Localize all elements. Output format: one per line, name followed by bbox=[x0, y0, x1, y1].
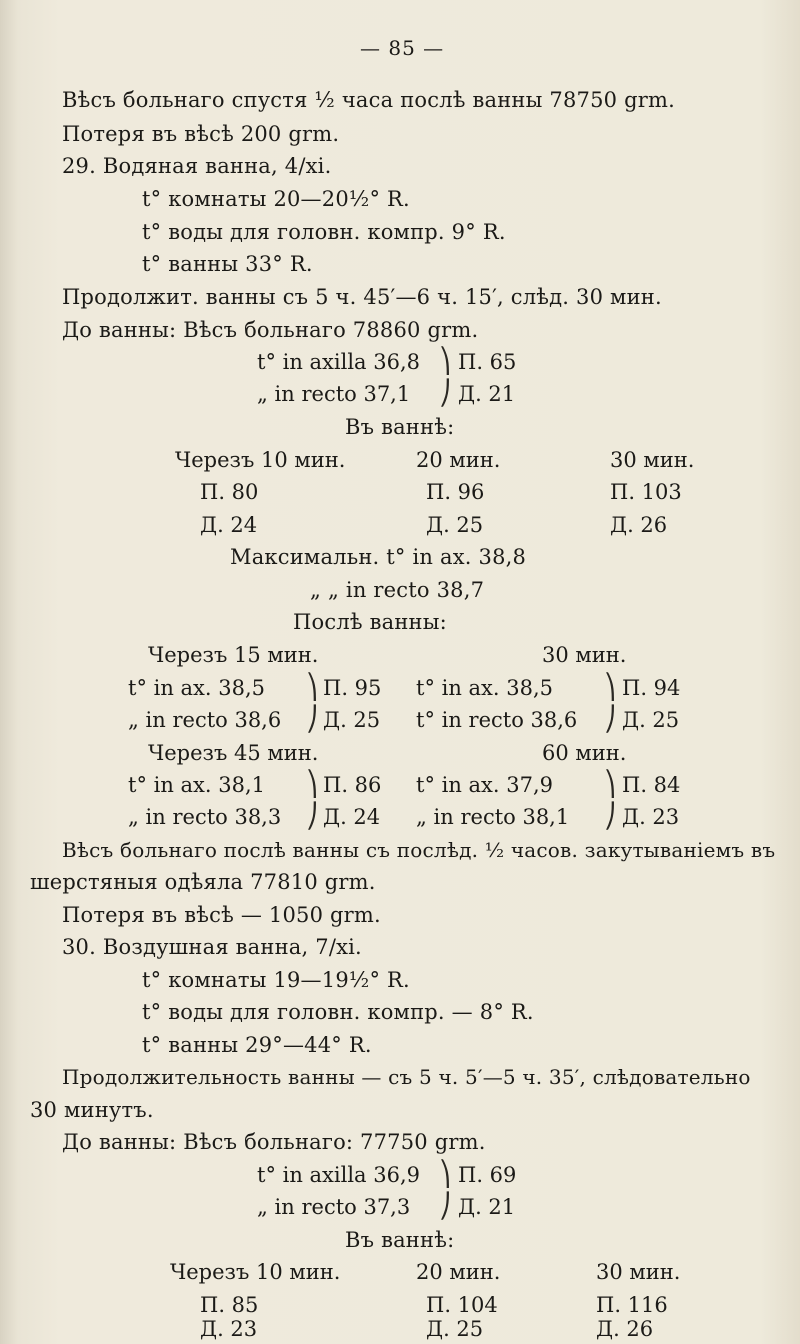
col-header-45: Черезъ 45 мин. bbox=[148, 741, 319, 765]
weight-before-line: До ванны: Вѣсъ больнаго 78860 grm. bbox=[62, 318, 479, 342]
axilla-temp: t° in axilla 36,8 bbox=[257, 350, 420, 374]
temp-recto-45: „ in recto 38,3 bbox=[128, 805, 282, 829]
bath-temp-line-2: t° ванны 29°—44° R. bbox=[142, 1033, 372, 1057]
compress-temp-line: t° воды для головн. компр. 9° R. bbox=[142, 220, 506, 244]
pulse-10: П. 80 bbox=[200, 480, 259, 504]
case-heading-29: 29. Водяная ванна, 4/xi. bbox=[62, 154, 332, 178]
col-header-10: Черезъ 10 мин. bbox=[175, 448, 346, 472]
pulse2-20: П. 104 bbox=[426, 1293, 498, 1317]
pulse-value-2: П. 69 bbox=[458, 1163, 517, 1187]
respiration-value-2: Д. 21 bbox=[458, 1195, 516, 1219]
max-temp-axilla: Максимальн. t° in ax. 38,8 bbox=[230, 545, 527, 569]
max-temp-recto: „ „ in recto 38,7 bbox=[310, 578, 485, 602]
resp-60: Д. 23 bbox=[622, 805, 680, 829]
temp-recto-60: „ in recto 38,1 bbox=[416, 805, 570, 829]
in-bath-heading-2: Въ ваннѣ: bbox=[345, 1228, 455, 1252]
brace-mark: ⎞ bbox=[604, 673, 616, 701]
pulse-30-after: П. 94 bbox=[622, 676, 681, 700]
weight-loss-line: Потеря въ вѣсѣ — 1050 grm. bbox=[62, 903, 381, 927]
duration-line-2: Продолжительность ванны — съ 5 ч. 5′—5 ч. 35′, слѣдовательно bbox=[62, 1065, 751, 1089]
room-temp-line: t° комнаты 20—20½° R. bbox=[142, 187, 410, 211]
brace-mark: ⎠ bbox=[604, 705, 616, 733]
weight-after-wrapping: Вѣсъ больнаго послѣ ванны съ послѣд. ½ часов. закутываніемъ въ bbox=[62, 838, 776, 862]
col-header-30-after: 30 мин. bbox=[542, 643, 627, 667]
pulse-15: П. 95 bbox=[323, 676, 382, 700]
resp2-20: Д. 25 bbox=[426, 1317, 484, 1341]
temp-ax-15: t° in ax. 38,5 bbox=[128, 676, 266, 700]
axilla-temp-2: t° in axilla 36,9 bbox=[257, 1163, 420, 1187]
room-temp-line-2: t° комнаты 19—19½° R. bbox=[142, 968, 410, 992]
recto-temp-2: „ in recto 37,3 bbox=[257, 1195, 411, 1219]
resp-45: Д. 24 bbox=[323, 805, 381, 829]
col-header-60: 60 мин. bbox=[542, 741, 627, 765]
text-line-weight-loss: Потеря въ вѣсѣ 200 grm. bbox=[62, 122, 340, 146]
temp-ax-30: t° in ax. 38,5 bbox=[416, 676, 554, 700]
brace-mark: ⎠ bbox=[306, 802, 318, 830]
brace-mark: ⎞ bbox=[439, 1160, 451, 1188]
pulse-45: П. 86 bbox=[323, 773, 382, 797]
pulse-60: П. 84 bbox=[622, 773, 681, 797]
after-bath-heading: Послѣ ванны: bbox=[293, 610, 447, 634]
brace-mark: ⎠ bbox=[306, 705, 318, 733]
pulse-30: П. 103 bbox=[610, 480, 682, 504]
pulse2-10: П. 85 bbox=[200, 1293, 259, 1317]
brace-mark: ⎠ bbox=[604, 802, 616, 830]
brace-mark: ⎠ bbox=[439, 379, 451, 407]
pulse2-30: П. 116 bbox=[596, 1293, 668, 1317]
temp-recto-15: „ in recto 38,6 bbox=[128, 708, 282, 732]
brace-mark: ⎠ bbox=[439, 1192, 451, 1220]
duration-minutes: 30 минутъ. bbox=[30, 1098, 154, 1122]
col2-header-20: 20 мин. bbox=[416, 1260, 501, 1284]
resp-30-after: Д. 25 bbox=[622, 708, 680, 732]
resp-20: Д. 25 bbox=[426, 513, 484, 537]
resp-30: Д. 26 bbox=[610, 513, 668, 537]
brace-mark: ⎞ bbox=[604, 770, 616, 798]
pulse-20: П. 96 bbox=[426, 480, 485, 504]
col-header-20: 20 мин. bbox=[416, 448, 501, 472]
weight-before-line-2: До ванны: Вѣсъ больнаго: 77750 grm. bbox=[62, 1130, 486, 1154]
duration-line: Продолжит. ванны съ 5 ч. 45′—6 ч. 15′, слѣд. 30 мин. bbox=[62, 285, 662, 309]
col-header-15: Черезъ 15 мин. bbox=[148, 643, 319, 667]
brace-mark: ⎞ bbox=[439, 347, 451, 375]
compress-temp-line-2: t° воды для головн. компр. — 8° R. bbox=[142, 1000, 534, 1024]
brace-mark: ⎞ bbox=[306, 673, 318, 701]
blanket-weight-line: шерстяныя одѣяла 77810 grm. bbox=[30, 870, 376, 894]
resp-15: Д. 25 bbox=[323, 708, 381, 732]
brace-mark: ⎞ bbox=[306, 770, 318, 798]
temp-ax-45: t° in ax. 38,1 bbox=[128, 773, 266, 797]
recto-temp: „ in recto 37,1 bbox=[257, 382, 411, 406]
bath-temp-line: t° ванны 33° R. bbox=[142, 252, 313, 276]
resp2-10: Д. 23 bbox=[200, 1317, 258, 1341]
temp-recto-30: t° in recto 38,6 bbox=[416, 708, 578, 732]
text-line-weight-after: Вѣсъ больнаго спустя ½ часа послѣ ванны 78750 grm. bbox=[62, 88, 675, 112]
resp2-30: Д. 26 bbox=[596, 1317, 654, 1341]
page-number: — 85 — bbox=[360, 36, 445, 60]
in-bath-heading: Въ ваннѣ: bbox=[345, 415, 455, 439]
respiration-value: Д. 21 bbox=[458, 382, 516, 406]
col-header-30: 30 мин. bbox=[610, 448, 695, 472]
temp-ax-60: t° in ax. 37,9 bbox=[416, 773, 554, 797]
pulse-value: П. 65 bbox=[458, 350, 517, 374]
resp-10: Д. 24 bbox=[200, 513, 258, 537]
case-heading-30: 30. Воздушная ванна, 7/xi. bbox=[62, 935, 362, 959]
col2-header-10: Черезъ 10 мин. bbox=[170, 1260, 341, 1284]
col2-header-30: 30 мин. bbox=[596, 1260, 681, 1284]
